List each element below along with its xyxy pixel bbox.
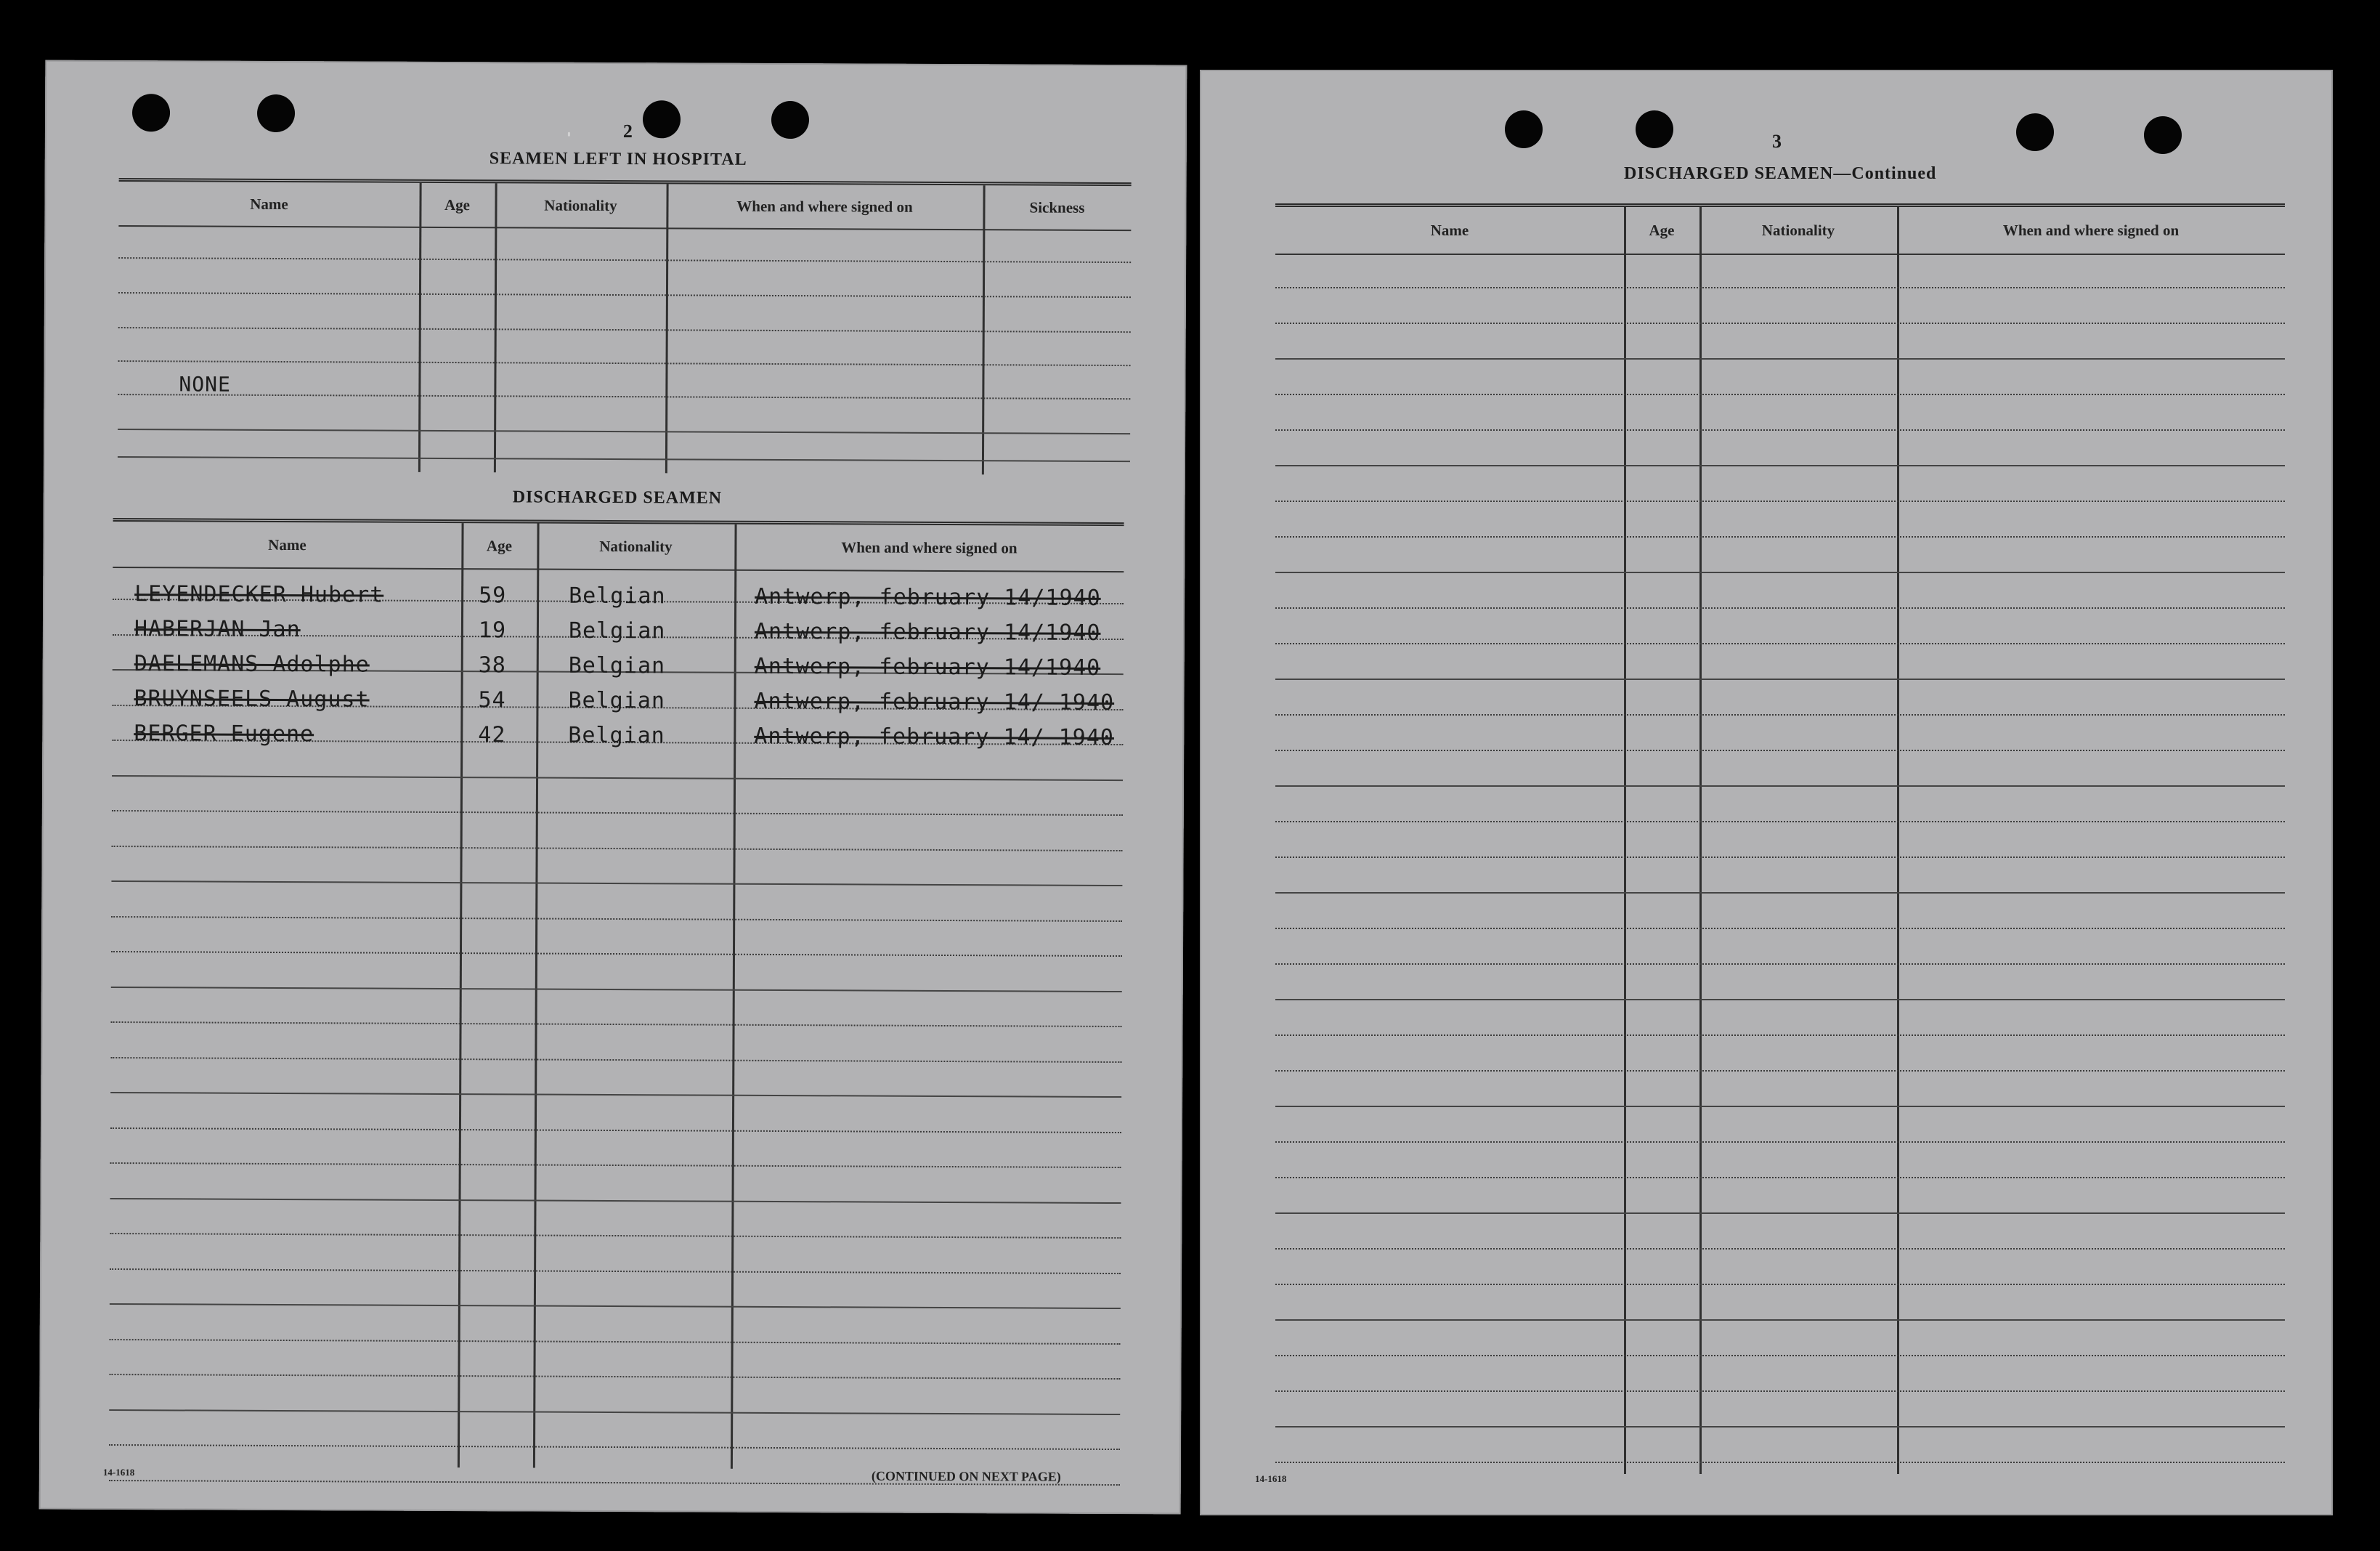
punch-hole <box>771 101 809 139</box>
row-rule <box>118 292 1131 298</box>
seaman-signed-on: Antwerp, february 14/ 1940 <box>754 688 1115 716</box>
page-number: 3 <box>1772 131 1782 152</box>
seaman-signed-on: Antwerp, february 14/1940 <box>755 583 1101 611</box>
discharged-continued-table <box>1275 203 2285 1474</box>
punch-hole <box>1636 110 1673 148</box>
seaman-nationality: Belgian <box>568 652 666 679</box>
row-rule <box>111 1021 1122 1027</box>
row-rule <box>1275 928 2285 929</box>
row-rule <box>1275 714 2285 716</box>
col-signed-on: When and where signed on <box>841 538 1018 556</box>
col-nationality: Nationality <box>599 537 673 555</box>
row-rule <box>1275 643 2285 644</box>
row-rule <box>109 1409 1120 1414</box>
row-rule <box>1275 821 2285 822</box>
row-rule <box>1275 1212 2285 1214</box>
row-rule <box>1275 1390 2285 1392</box>
row-rule <box>1275 1355 2285 1356</box>
col-nationality: Nationality <box>544 196 617 214</box>
row-rule <box>1275 323 2285 324</box>
seaman-signed-on: Antwerp, february 14/1940 <box>754 618 1101 646</box>
row-rule <box>109 1374 1120 1380</box>
row-rule <box>110 1303 1121 1309</box>
seaman-name: HABERJAN Jan <box>134 616 301 643</box>
row-rule <box>1275 1462 2285 1463</box>
row-rule <box>112 845 1123 851</box>
row-rule <box>1275 1319 2285 1321</box>
seaman-age: 19 <box>478 617 507 644</box>
seaman-age: 54 <box>478 687 506 713</box>
discharged-table <box>109 518 1124 1470</box>
col-name: Name <box>268 535 306 554</box>
row-rule <box>1275 572 2285 573</box>
row-rule <box>118 327 1131 333</box>
col-name: Name <box>1430 221 1469 239</box>
left-page <box>39 60 1187 1515</box>
seaman-nationality: Belgian <box>569 583 666 610</box>
row-rule <box>112 810 1123 816</box>
row-rule <box>1275 358 2285 360</box>
row-rule <box>1275 999 2285 1000</box>
row-rule <box>1275 536 2285 538</box>
row-rule <box>112 774 1123 780</box>
row-rule <box>1275 287 2285 288</box>
row-rule <box>110 1233 1121 1239</box>
row-rule <box>1275 857 2285 858</box>
seaman-name: LEYENDECKER Hubert <box>134 581 384 608</box>
seaman-age: 38 <box>478 652 506 679</box>
form-code: 14-1618 <box>102 1466 135 1478</box>
seaman-nationality: Belgian <box>568 687 666 714</box>
row-rule <box>111 915 1122 921</box>
seaman-nationality: Belgian <box>568 722 665 749</box>
row-rule <box>1275 1284 2285 1285</box>
row-rule <box>1275 607 2285 609</box>
hospital-section-title: SEAMEN LEFT IN HOSPITAL <box>489 149 747 169</box>
row-rule <box>110 1056 1121 1062</box>
discharged-section-title: DISCHARGED SEAMEN <box>512 487 723 508</box>
row-rule <box>110 1162 1121 1168</box>
row-rule <box>111 951 1122 957</box>
col-nationality: Nationality <box>1761 221 1835 239</box>
row-rule <box>118 360 1131 366</box>
hospital-entry: NONE <box>179 372 231 397</box>
row-rule <box>110 1127 1121 1133</box>
page-number: 2 <box>622 121 633 142</box>
row-rule <box>118 429 1130 434</box>
continued-note: (CONTINUED ON NEXT PAGE) <box>871 1468 1061 1484</box>
row-rule <box>1275 1248 2285 1250</box>
punch-hole <box>257 94 295 132</box>
row-rule <box>111 880 1122 886</box>
col-age: Age <box>486 536 513 554</box>
row-rule <box>1275 394 2285 395</box>
col-sickness: Sickness <box>1029 198 1085 216</box>
right-page <box>1200 70 2333 1515</box>
row-rule <box>1275 501 2285 502</box>
row-rule <box>1275 892 2285 894</box>
row-rule <box>1275 1141 2285 1143</box>
punch-hole <box>2016 113 2054 151</box>
row-rule <box>1275 1034 2285 1036</box>
seaman-age: 42 <box>478 722 506 748</box>
punch-hole <box>643 100 681 138</box>
row-rule <box>111 986 1122 992</box>
punch-hole <box>132 94 170 131</box>
row-rule <box>109 1444 1120 1450</box>
scan-speck <box>568 132 570 137</box>
row-rule <box>1275 1106 2285 1107</box>
row-rule <box>1275 679 2285 680</box>
row-rule <box>1275 1426 2285 1428</box>
continued-section-title: DISCHARGED SEAMEN—Continued <box>1624 164 1937 183</box>
row-rule <box>118 257 1131 263</box>
seaman-signed-on: Antwerp, february 14/ 1940 <box>754 723 1114 751</box>
seaman-age: 59 <box>479 583 507 609</box>
row-rule <box>1275 963 2285 965</box>
seaman-signed-on: Antwerp, february 14/1940 <box>754 653 1101 681</box>
row-rule <box>118 394 1130 400</box>
col-signed-on: When and where signed on <box>736 197 913 216</box>
row-rule <box>1275 785 2285 787</box>
row-rule <box>110 1092 1121 1098</box>
form-code: 14-1618 <box>1255 1473 1287 1484</box>
col-name: Name <box>250 195 288 213</box>
row-rule <box>110 1338 1121 1344</box>
row-rule <box>110 1268 1121 1273</box>
seaman-nationality: Belgian <box>568 617 666 644</box>
hospital-table <box>118 178 1132 475</box>
punch-hole <box>1505 110 1543 148</box>
seaman-name: DAELEMANS Adolphe <box>134 651 370 678</box>
col-age: Age <box>444 195 471 214</box>
row-rule <box>110 1197 1121 1203</box>
col-age: Age <box>1649 221 1675 239</box>
seaman-name: BERGER Eugene <box>134 721 314 748</box>
row-rule <box>1275 465 2285 466</box>
row-rule <box>1275 1177 2285 1178</box>
punch-hole <box>2144 116 2182 154</box>
row-rule <box>1275 750 2285 751</box>
row-rule <box>118 456 1130 462</box>
col-signed-on: When and where signed on <box>2002 221 2180 239</box>
row-rule <box>1275 1070 2285 1072</box>
seaman-name: BRUYNSEELS August <box>134 686 370 713</box>
row-rule <box>1275 429 2285 431</box>
